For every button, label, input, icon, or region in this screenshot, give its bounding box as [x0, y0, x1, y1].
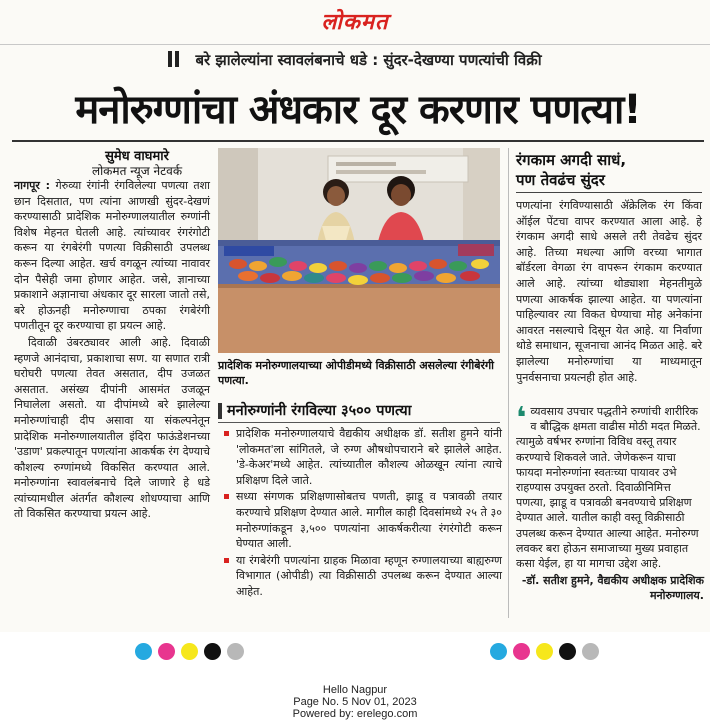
quote-text: व्यवसाय उपचार पद्धतीने रुग्णांची शारीरिक व बौद्धिक क्षमता वाढीस मोठी मदत मिळते. त्यामुळे वर्षभर रुग्णांना विविध वस्तू तयार करण्याचे शिकवले जाते. जेणेकरून याचा फायदा मनोरुग्णांना स्वतःच्या पायावर उभे राहण्यास उपयुक्त ठरतो. दिवाळीनिमित्त पणत्या, झाडू व पत्रावळी बनवण्याचे प्रशिक्षण देण्यात आले. यातील काही वस्तू विक्रीसाठी उपलब्ध करून देण्यात आल्या आहेत. मनोरुग्ण लवकर बरा होऊन समाजाच्या मुख्य प्रवाहात कसा येईल, हा या मागचा उद्देश आहे.	[516, 405, 701, 571]
right-subhead	[516, 150, 702, 190]
right-body: पणत्यांना रंगविण्यासाठी ॲक्रेलिक रंग किंवा ऑईल पेंटचा वापर करण्यात आला आहे. हे रंगकाम अगदी साधे असले तरी तेवढेच सुंदर आहे. तिच्या मधल्या आणि वरच्या भागात बॉर्डरला वेगळा रंग वापरून रंगकाम करण्यात आले आहे. त्यांच्या थोड्याशा मेहनतीमुळे पणत्या आकर्षक झाल्या आहेत. या पणत्यांना पाहिल्यावर त्या विकत घेण्याचा मोह अनेकांना आवरत नसल्याचे दिसून येत आहे. या निर्वाणा थोडे समाधान, सूजनाचा आनंद मिळत आहे. बरे झालेल्या मनोरुग्णांचा या माध्यमातून पुनर्वसनाचा प्रयत्नही होत आहे.	[516, 199, 702, 384]
photo-illustration	[218, 148, 500, 353]
right-subhead-line-1: रंगकाम अगदी साधं,	[516, 151, 627, 169]
middle-bullet-1: प्रादेशिक मनोरुग्णालयाचे वैद्यकीय अधीक्षक डॉ. सतीश हुमने यांनी 'लोकमत'ला सांगितले, जे रुग्ण औषधोपचाराने बरे झालेले आहेत. 'डे-केअर'मध्ये आहेत. त्यांच्यातील कौशल्य ओळखून त्यांना त्याचे प्रशिक्षण दिले जाते.	[222, 426, 502, 488]
kicker	[0, 50, 710, 74]
footer-powered-by: Powered by: erelego.com	[292, 708, 418, 720]
footer-edition: Hello Nagpur	[322, 684, 388, 696]
headline: मनोरुग्णांचा अंधकार दूर करणार पणत्या!	[75, 87, 641, 133]
byline-network: लोकमत न्यूज नेटवर्क	[91, 164, 183, 178]
reg-magenta-icon	[158, 643, 175, 660]
left-paragraph-1	[14, 178, 210, 334]
reg-black-icon	[559, 643, 576, 660]
quote-signature: -डॉ. सतीश हुमने, वैद्यकीय अधीक्षक प्रादेशिक मनोरुग्णालय.	[521, 574, 704, 603]
column-divider	[508, 148, 509, 618]
reg-gray-icon	[582, 643, 599, 660]
byline-author: सुमेध वाघमारे	[105, 149, 169, 164]
registration-marks-left	[135, 643, 250, 663]
left-paragraph-2: दिवाळी उंबरठ्यावर आली आहे. दिवाळी म्हणजे आनंदाचा, प्रकाशाचा सण. या सणात रात्री घरोघरी पणत्या तेवत असतात, दीप उजळत असतात. असंख्य दीपांनी आसमंत उजळून निघालेला असतो. या दीपांमध्ये बरे झालेल्या मनोरुग्णांचाही दीप असावा या संकल्पनेतून प्रादेशिक मनोरुग्णालयातील इंदिरा फाऊंडेशनच्या 'उडाण' प्रकल्पातून पणत्यांना आकर्षक रंग देण्याचे कौशल्य रुग्णांमध्ये विकसित करण्यात आले. मनोरुग्णांना स्वावलंबनाचे दिले जाणारे हे धडे त्यांच्यामधील अंतर्गत कौशल्य शोधण्याचा आणि तो विकसित करण्याचा प्रयत्न आहे.	[14, 335, 210, 521]
doctor-quote	[516, 401, 704, 614]
reg-cyan-icon	[135, 643, 152, 660]
right-subhead-line-2: पण तेवढंच सुंदर	[516, 171, 605, 189]
reg-magenta-icon	[513, 643, 530, 660]
right-subhead-rule	[516, 192, 702, 193]
middle-subhead-rule	[218, 422, 500, 423]
middle-bullet-2: सध्या संगणक प्रशिक्षणासोबतच पणती, झाडू व पत्रावळी तयार करण्याचे प्रशिक्षण देण्यात आले. मागील काही दिवसांमध्ये २५ ते ३० मनोरुग्णांकडून ३,५०० पणत्यांना आकर्षकरीत्या रंगरंगोटी करून घेण्यात आली.	[222, 489, 502, 551]
masthead-rule	[0, 44, 710, 45]
dateline: नागपूर :	[14, 179, 51, 192]
middle-subhead	[218, 400, 500, 422]
footer-page-date: Page No. 5 Nov 01, 2023	[293, 696, 417, 708]
left-column	[14, 178, 210, 618]
middle-bullet-3: या रंगबेरंगी पणत्यांना ग्राहक मिळावा म्हणून रुग्णालयाच्या बाह्यरुग्ण विभागात (ओपीडी) त्या विक्रीसाठी उपलब्ध करून देण्यात आल्या आहेत.	[222, 553, 502, 600]
kicker-bars-icon	[168, 51, 182, 71]
reg-yellow-icon	[536, 643, 553, 660]
right-column	[516, 198, 702, 398]
subhead-bar-icon	[218, 403, 222, 419]
middle-subhead-text: मनोरुग्णांनी रंगविल्या ३५०० पणत्या	[227, 403, 412, 419]
left-paragraph-1-text: गेरुव्या रंगांनी रंगविलेल्या पणत्या तशा छान दिसतात, पण त्यांना आणखी सुंदर-देखणं करण्यासाठी प्रादेशिक मनोरुग्णालयातील रुग्णांनी विशेष मेहनत घेतली आहे. त्यांच्यावर रंगरंगोटी करून या रंगबेरंगी पणत्या विक्रीसाठी उपलब्ध करून दिल्या आहेत. खर्च वगळून त्यांच्या नावावर दोन पैसेही जमा होणार आहेत. जसे, ज्ञानाच्या प्रकाशाने अज्ञानाचा अंधकार दूर सारला जातो तसे, बरे होऊनही मनोरुग्णाचा ठपका रंगबेरंगी पणतीतून दूर करण्याचा हा प्रयत्न आहे.	[14, 179, 210, 333]
middle-column	[222, 426, 502, 626]
quote-mark-icon: ❛	[516, 401, 527, 436]
headline-rule	[12, 140, 704, 142]
kicker-text: बरे झालेल्यांना स्वावलंबनाचे धडे : सुंदर-देखण्या पणत्यांची विक्री	[195, 51, 542, 69]
middle-bullet-list	[222, 426, 502, 600]
reg-black-icon	[204, 643, 221, 660]
reg-cyan-icon	[490, 643, 507, 660]
photo-diyas	[218, 148, 500, 353]
registration-marks-right	[490, 643, 605, 663]
photo-caption: प्रादेशिक मनोरुग्णालयाच्या ओपीडीमध्ये विक्रीसाठी असलेल्या रंगीबेरंगी पणत्या.	[218, 359, 495, 387]
reg-yellow-icon	[181, 643, 198, 660]
masthead-logo: लोकमत	[321, 10, 389, 35]
reg-gray-icon	[227, 643, 244, 660]
masthead	[0, 6, 710, 36]
page-footer	[0, 684, 710, 720]
